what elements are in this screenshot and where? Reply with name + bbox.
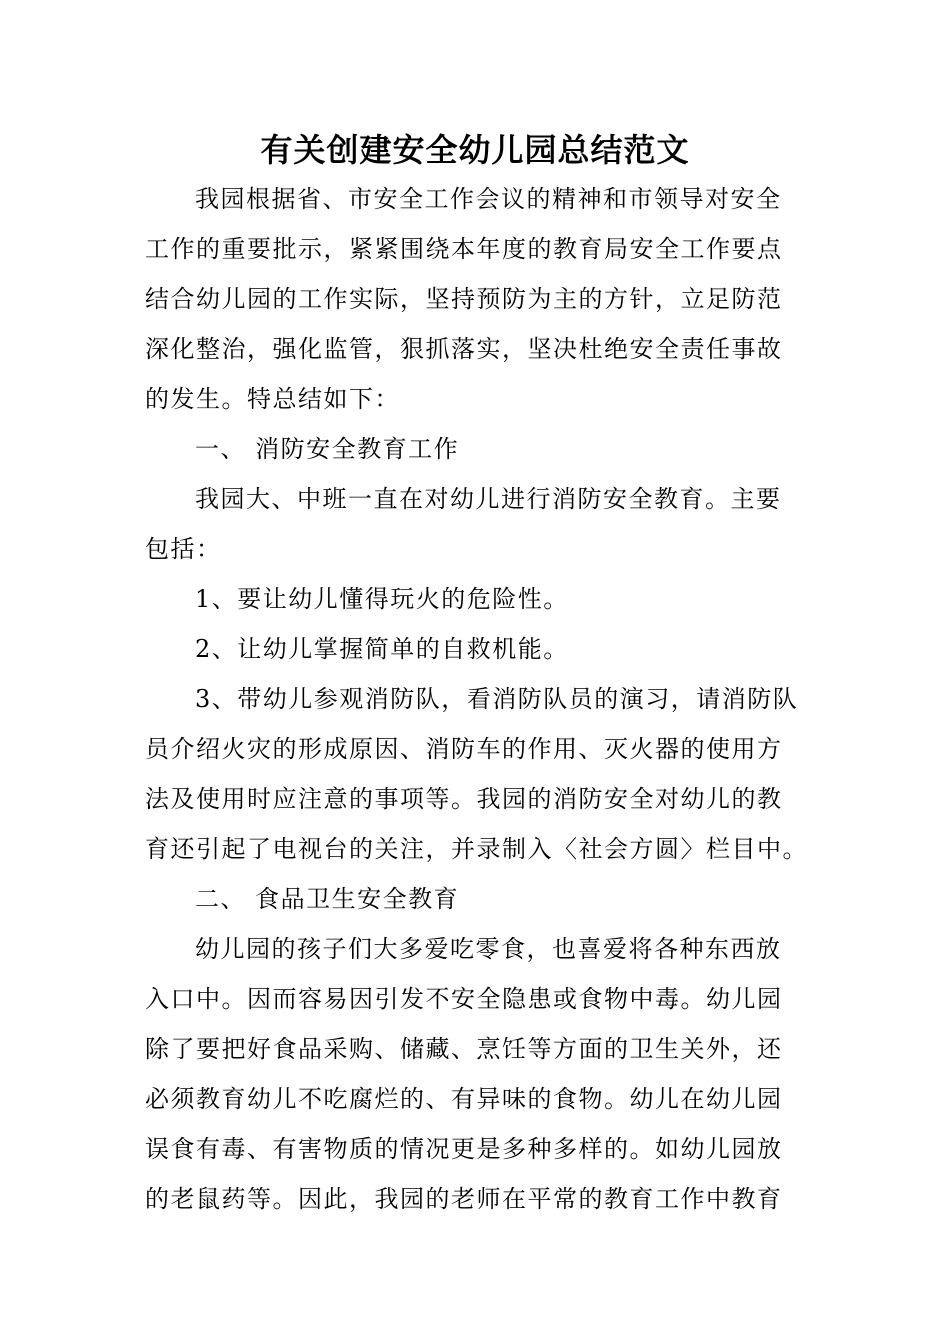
text-line: 育还引起了电视台的关注，并录制入〈社会方圆〉栏目中。: [145, 835, 808, 863]
document-body: [145, 174, 807, 1224]
text-line: 包括：: [145, 535, 222, 563]
list-item: 3、带幼儿参观消防队，看消防队员的演习，请消防队: [195, 685, 799, 713]
text-line: 必须教育幼儿不吃腐烂的、有异味的食物。幼儿在幼儿园: [145, 1085, 783, 1113]
text-line: 工作的重要批示，紧紧围绕本年度的教育局安全工作要点: [145, 235, 783, 263]
text-line: 的老鼠药等。因此，我园的老师在平常的教育工作中教育: [145, 1185, 783, 1213]
list-item: 1、要让幼儿懂得玩火的危险性。: [195, 585, 569, 613]
text-line: 幼儿园的孩子们大多爱吃零食，也喜爱将各种东西放: [195, 935, 782, 963]
text-line: 入口中。因而容易因引发不安全隐患或食物中毒。幼儿园: [145, 985, 783, 1013]
text-line: 员介绍火灾的形成原因、消防车的作用、灭火器的使用方: [145, 735, 783, 763]
section-heading: 二、 食品卫生安全教育: [195, 885, 460, 913]
text-line: 结合幼儿园的工作实际，坚持预防为主的方针，立足防范: [145, 285, 783, 313]
text-line: 误食有毒、有害物质的情况更是多种多样的。如幼儿园放: [145, 1135, 783, 1163]
list-item: 2、让幼儿掌握简单的自救机能。: [195, 635, 569, 663]
document-title: 有关创建安全幼儿园总结范文: [260, 131, 690, 169]
section-heading: 一、 消防安全教育工作: [195, 435, 460, 463]
text-line: 我园大、中班一直在对幼儿进行消防安全教育。主要: [195, 485, 782, 513]
text-line: 我园根据省、市安全工作会议的精神和市领导对安全: [195, 185, 782, 213]
text-line: 的发生。特总结如下：: [145, 385, 400, 413]
text-line: 深化整治，强化监管，狠抓落实，坚决杜绝安全责任事故: [145, 335, 783, 363]
text-line: 法及使用时应注意的事项等。我园的消防安全对幼儿的教: [145, 785, 783, 813]
text-line: 除了要把好食品采购、储藏、烹饪等方面的卫生关外，还: [145, 1035, 783, 1063]
